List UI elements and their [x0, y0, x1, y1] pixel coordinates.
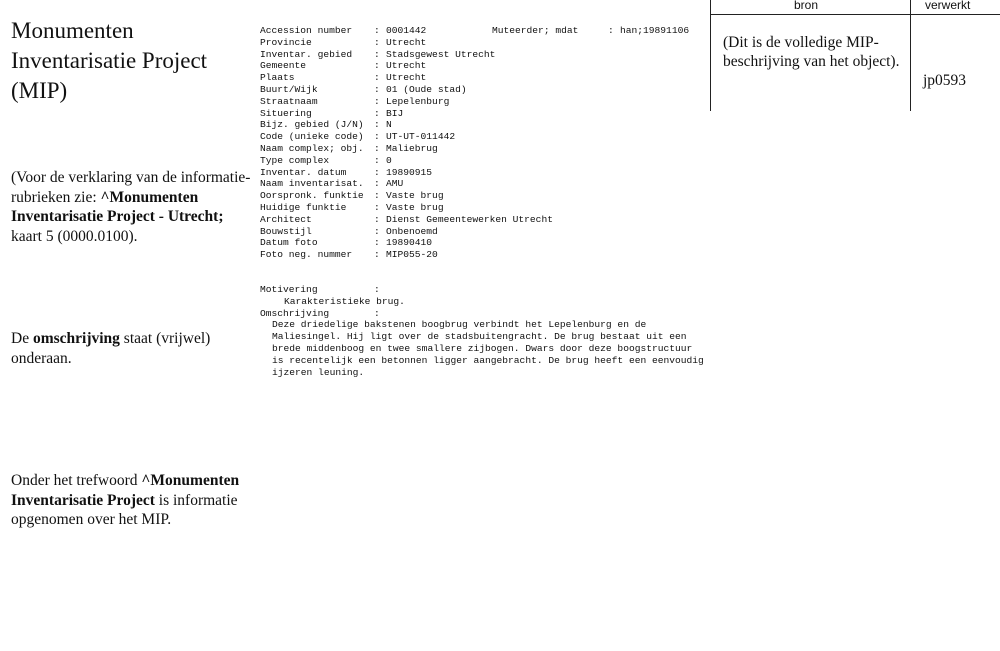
field-value: UT-UT-011442	[386, 131, 456, 143]
field-separator: :	[374, 237, 380, 249]
field-value: Stadsgewest Utrecht	[386, 48, 496, 60]
field-label: Bijz. gebied (J/N)	[260, 119, 364, 131]
field-label: Omschrijving	[260, 307, 330, 319]
motivering-row	[260, 284, 780, 296]
field-value: N	[386, 119, 392, 131]
field-label: Foto neg. nummer	[260, 249, 353, 261]
field-separator: :	[374, 72, 380, 84]
field-label: Naam complex; obj.	[260, 142, 364, 154]
record-row	[260, 190, 720, 202]
field-separator: :	[374, 249, 380, 261]
legend-note-text: (Voor de verklaring van de informatie-rubrieken zie:	[11, 169, 251, 206]
record-row	[260, 119, 720, 131]
description-block	[260, 284, 780, 378]
field-separator: :	[374, 95, 380, 107]
description-line: is recentelijk een betonnen ligger aangebracht. De brug heeft een eenvoudig	[272, 354, 704, 366]
record-fields	[260, 25, 720, 261]
record-row	[260, 143, 720, 155]
keyword-note-keyword: ^Monumenten Inventarisatie Project	[11, 472, 240, 509]
source-description: (Dit is de volledige MIP-beschrijving van het object).	[723, 34, 900, 70]
field-label: Oorspronk. funktie	[260, 190, 364, 202]
field-label: Architect	[260, 213, 312, 225]
field-value: Dienst Gemeentewerken Utrecht	[386, 213, 553, 225]
table-divider	[710, 14, 1000, 15]
field-separator: :	[374, 83, 380, 95]
field-value: 0	[386, 154, 392, 166]
description-line: Maliesingel. Hij ligt over de stadsbuitengracht. De brug bestaat uit een	[272, 331, 687, 343]
field-value: MIP055-20	[386, 249, 438, 261]
record-row	[260, 60, 720, 72]
page-title: Monumenten Inventarisatie Project (MIP)	[11, 18, 208, 103]
legend-note	[11, 168, 251, 246]
field-value: Utrecht	[386, 36, 427, 48]
field-separator: :	[374, 178, 380, 190]
field-value: Vaste brug	[386, 201, 444, 213]
field-separator: :	[374, 25, 380, 36]
record-row	[260, 178, 720, 190]
description-note-text: De	[11, 330, 33, 347]
column-header-verwerkt: verwerkt	[925, 0, 971, 12]
description-line: Deze driedelige bakstenen boogbrug verbindt het Lepelenburg en de	[272, 319, 647, 331]
field-value: Lepelenburg	[386, 95, 450, 107]
field-value: BIJ	[386, 107, 404, 119]
record-row	[260, 72, 720, 84]
field-label: Situering	[260, 107, 312, 119]
table-divider	[910, 0, 911, 111]
field-value: AMU	[386, 178, 404, 190]
field-separator: :	[374, 307, 380, 319]
keyword-note-text: Onder het trefwoord	[11, 472, 142, 489]
field-label: Bouwstijl	[260, 225, 312, 237]
record-row	[260, 202, 720, 214]
record-row	[260, 237, 720, 249]
field-label: Motivering	[260, 284, 318, 295]
field-separator: :	[374, 284, 380, 295]
field-separator: :	[374, 36, 380, 48]
description-line: brede middenboog en twee smallere zijbogen. Dwars door deze boogstructuur	[272, 342, 693, 354]
field-label: Naam inventarisat.	[260, 178, 364, 190]
keyword-note-suffix: is informatie opgenomen over het MIP.	[11, 491, 238, 528]
record-row	[260, 84, 720, 96]
record-row	[260, 96, 720, 108]
field-label: Plaats	[260, 72, 295, 84]
field-label: Straatnaam	[260, 95, 318, 107]
field-label: Accession number	[260, 25, 353, 36]
field-value: Utrecht	[386, 60, 427, 72]
legend-note-card: kaart 5 (0000.0100).	[11, 227, 138, 245]
field-value: Utrecht	[386, 72, 427, 84]
column-header-bron: bron	[794, 0, 819, 12]
field-separator: :	[374, 119, 380, 131]
field-separator: :	[374, 225, 380, 237]
field-separator: :	[374, 48, 380, 60]
keyword-note	[11, 471, 251, 530]
field-separator: :	[374, 131, 380, 143]
field-label: Buurt/Wijk	[260, 83, 318, 95]
field-label: Provincie	[260, 36, 312, 48]
omschrijving-row	[260, 308, 780, 320]
source-table	[710, 0, 1000, 111]
field-separator: :	[374, 60, 380, 72]
field-value: 19890915	[386, 166, 433, 178]
field-label: Muteerder; mdat	[492, 25, 579, 36]
record-row	[260, 155, 720, 167]
field-value: Maliebrug	[386, 142, 438, 154]
field-separator: :	[374, 201, 380, 213]
field-label: Type complex	[260, 154, 330, 166]
record-row	[260, 167, 720, 179]
processed-code: jp0593	[923, 72, 967, 89]
field-value: 0001442	[386, 25, 427, 36]
field-label: Datum foto	[260, 237, 318, 249]
omschrijving-text	[260, 319, 780, 378]
field-label: Code (unieke code)	[260, 131, 364, 143]
field-label: Huidige funktie	[260, 201, 347, 213]
field-label: Gemeente	[260, 60, 307, 72]
field-value: 01 (Oude stad)	[386, 83, 467, 95]
field-separator: :	[374, 190, 380, 202]
record-row	[260, 108, 720, 120]
record-row	[260, 226, 720, 238]
field-label: Inventar. gebied	[260, 48, 353, 60]
field-separator: :	[374, 142, 380, 154]
field-label: Inventar. datum	[260, 166, 347, 178]
motivering-text: Karakteristieke brug.	[284, 295, 405, 307]
field-separator: :	[374, 154, 380, 166]
legend-note-reference: ^Monumenten Inventarisatie Project - Utrecht;	[11, 188, 224, 225]
description-note-suffix: staat (vrijwel) onderaan.	[11, 330, 211, 367]
record-row	[260, 25, 720, 37]
description-note	[11, 329, 251, 368]
description-note-keyword: omschrijving	[32, 330, 120, 347]
record-row	[260, 249, 720, 261]
field-separator: :	[374, 107, 380, 119]
field-value: 19890410	[386, 237, 433, 249]
record-row	[260, 131, 720, 143]
field-value: Onbenoemd	[386, 225, 438, 237]
description-line: ijzeren leuning.	[272, 366, 365, 378]
field-value: han;19891106	[620, 25, 690, 36]
record-row	[260, 49, 720, 61]
field-separator: :	[608, 25, 614, 36]
field-value: Vaste brug	[386, 190, 444, 202]
record-row	[260, 37, 720, 49]
field-separator: :	[374, 166, 380, 178]
record-row	[260, 214, 720, 226]
field-separator: :	[374, 213, 380, 225]
